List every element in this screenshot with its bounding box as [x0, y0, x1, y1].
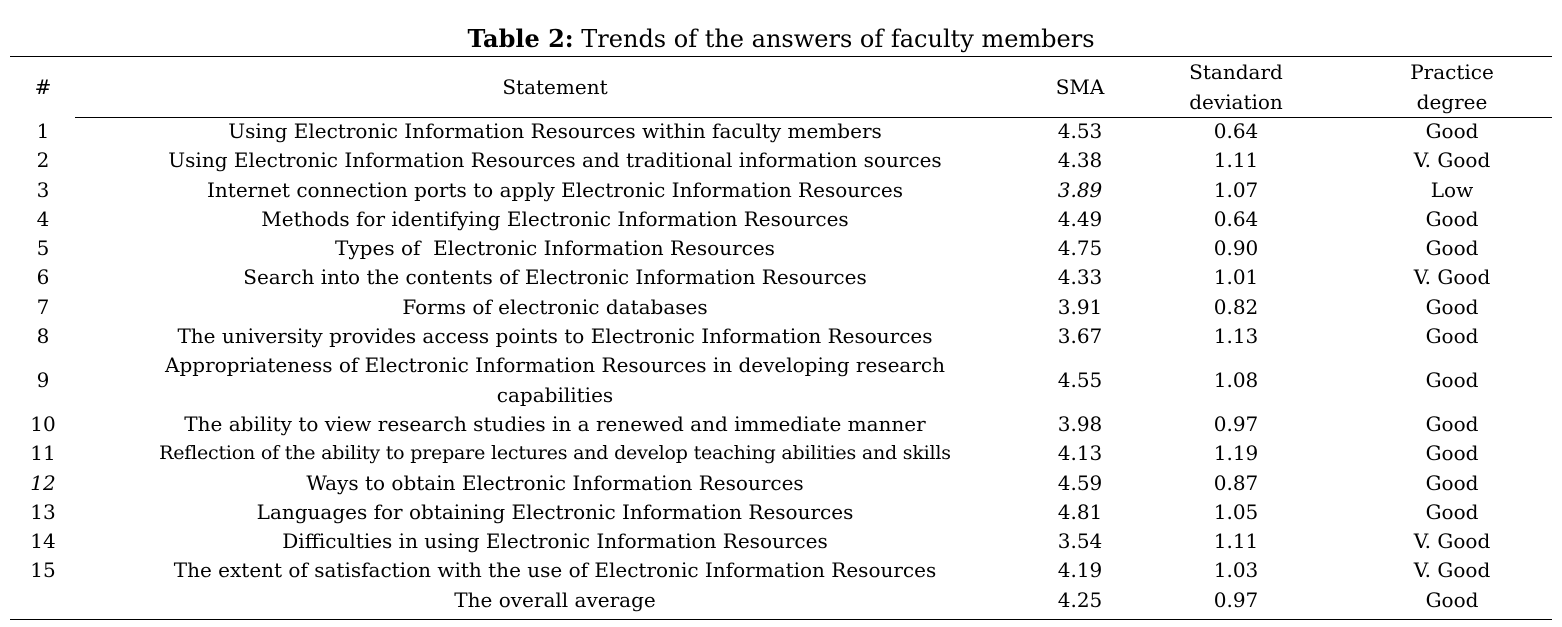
row-num: 6 — [36, 265, 50, 290]
table-row — [0, 556, 1562, 585]
caption-label: Table 2: — [467, 24, 574, 53]
row-sma: 3.67 — [1057, 324, 1103, 349]
row-sd: 1.03 — [1213, 558, 1259, 583]
row-degree: Good — [1425, 119, 1479, 143]
row-statement — [80, 351, 1030, 410]
table-caption — [0, 22, 1562, 56]
row-num: 15 — [30, 558, 56, 583]
row-sd: 0.64 — [1213, 206, 1259, 231]
row-degree: Low — [1430, 177, 1474, 202]
row-num: 2 — [36, 148, 50, 173]
row-statement-line2: capabilities — [496, 382, 614, 407]
row-degree: Good — [1425, 368, 1479, 393]
row-sd: 1.11 — [1213, 529, 1259, 554]
row-statement: Methods for identifying Electronic Information Resources — [261, 206, 849, 231]
row-statement: Search into the contents of Electronic Information Resources — [243, 265, 867, 290]
row-degree: Good — [1425, 470, 1479, 495]
table-row — [0, 205, 1562, 234]
row-degree: V. Good — [1413, 558, 1491, 583]
row-sma: 4.13 — [1057, 441, 1103, 466]
row-statement: The ability to view research studies in a renewed and immediate manner — [184, 411, 926, 436]
row-degree: V. Good — [1413, 529, 1491, 554]
row-num: 11 — [30, 441, 56, 466]
header-sd-line1: Standard — [1189, 60, 1283, 84]
row-sd: 1.08 — [1213, 368, 1259, 393]
row-degree: Good — [1425, 411, 1479, 436]
table-row — [0, 498, 1562, 527]
row-statement: Forms of electronic databases — [402, 294, 708, 319]
row-sd: 0.97 — [1213, 411, 1259, 436]
row-degree: Good — [1425, 294, 1479, 319]
row-sma: 4.33 — [1057, 265, 1103, 290]
table-row — [0, 117, 1562, 146]
row-sma: 3.54 — [1057, 529, 1103, 554]
row-degree: Good — [1425, 324, 1479, 349]
row-num: 7 — [36, 294, 50, 319]
table-row — [0, 410, 1562, 439]
row-sd: 1.07 — [1213, 177, 1259, 202]
header-sma: SMA — [1055, 75, 1105, 99]
row-statement: Internet connection ports to apply Electronic Information Resources — [207, 177, 903, 202]
row-degree: V. Good — [1413, 148, 1491, 173]
row-num: 4 — [36, 206, 50, 231]
table-row — [0, 469, 1562, 498]
row-degree: Good — [1425, 206, 1479, 231]
row-num: 1 — [36, 119, 50, 143]
row-sd: 0.90 — [1213, 236, 1259, 261]
row-statement: Ways to obtain Electronic Information Resources — [306, 470, 804, 495]
header-pd-line2: degree — [1416, 90, 1488, 114]
row-num: 14 — [30, 529, 56, 554]
header-practice-degree — [1368, 57, 1536, 117]
row-sd: 1.19 — [1213, 441, 1259, 466]
row-sd: 1.05 — [1213, 499, 1259, 524]
row-sma: 3.98 — [1057, 411, 1103, 436]
row-num: 13 — [30, 499, 56, 524]
row-statement: Using Electronic Information Resources within faculty members — [228, 119, 882, 143]
row-sma: 3.89 — [1057, 177, 1103, 202]
overall-num — [14, 586, 72, 615]
header-standard-deviation — [1150, 57, 1322, 117]
row-statement-line1: Appropriateness of Electronic Information Resources in developing research — [165, 353, 945, 378]
row-sma: 4.55 — [1057, 368, 1103, 393]
overall-row — [0, 586, 1562, 615]
table-row — [0, 263, 1562, 292]
row-sd: 1.01 — [1213, 265, 1259, 290]
row-sma: 4.75 — [1057, 236, 1103, 261]
row-sma: 4.53 — [1057, 119, 1103, 143]
row-degree: V. Good — [1413, 265, 1491, 290]
table-row — [0, 293, 1562, 322]
table-row — [0, 439, 1562, 468]
row-statement: Using Electronic Information Resources and traditional information sources — [168, 148, 942, 173]
row-statement: The university provides access points to Electronic Information Resources — [177, 324, 933, 349]
row-num: 12 — [30, 470, 56, 495]
row-num: 8 — [36, 324, 50, 349]
row-sma: 3.91 — [1057, 294, 1103, 319]
row-sd: 0.82 — [1213, 294, 1259, 319]
header-statement: Statement — [502, 75, 608, 99]
row-sma: 4.19 — [1057, 558, 1103, 583]
row-sma: 4.49 — [1057, 206, 1103, 231]
header-pd-line1: Practice — [1410, 60, 1494, 84]
row-statement: The extent of satisfaction with the use of Electronic Information Resources — [173, 558, 937, 583]
overall-degree: Good — [1425, 587, 1479, 612]
row-sd: 0.87 — [1213, 470, 1259, 495]
row-degree: Good — [1425, 236, 1479, 261]
row-statement: Reflection of the ability to prepare lectures and develop teaching abilities and skills — [159, 442, 951, 465]
row-num: 9 — [36, 368, 50, 393]
bottom-rule — [10, 619, 1552, 620]
row-sd: 1.13 — [1213, 324, 1259, 349]
overall-statement: The overall average — [454, 587, 656, 612]
row-num: 10 — [30, 411, 56, 436]
overall-sma: 4.25 — [1057, 587, 1103, 612]
row-degree: Good — [1425, 441, 1479, 466]
row-num: 5 — [36, 236, 50, 261]
row-statement: Languages for obtaining Electronic Information Resources — [256, 499, 854, 524]
overall-sd: 0.97 — [1213, 587, 1259, 612]
table-row — [0, 176, 1562, 205]
header-sd-line2: deviation — [1189, 90, 1283, 114]
row-num: 3 — [36, 177, 50, 202]
table-row — [0, 527, 1562, 556]
row-sma: 4.38 — [1057, 148, 1103, 173]
table-body — [0, 117, 1562, 615]
table-row — [0, 322, 1562, 351]
row-sma: 4.59 — [1057, 470, 1103, 495]
table-row — [0, 146, 1562, 175]
caption-text: Trends of the answers of faculty members — [581, 25, 1095, 53]
row-degree: Good — [1425, 499, 1479, 524]
table-row — [0, 351, 1562, 410]
row-sd: 0.64 — [1213, 119, 1259, 143]
table-row — [0, 234, 1562, 263]
row-sd: 1.11 — [1213, 148, 1259, 173]
row-statement: Difficulties in using Electronic Information Resources — [282, 529, 828, 554]
row-sma: 4.81 — [1057, 499, 1103, 524]
header-num: # — [34, 75, 52, 99]
row-statement: Types of Electronic Information Resources — [335, 236, 775, 261]
